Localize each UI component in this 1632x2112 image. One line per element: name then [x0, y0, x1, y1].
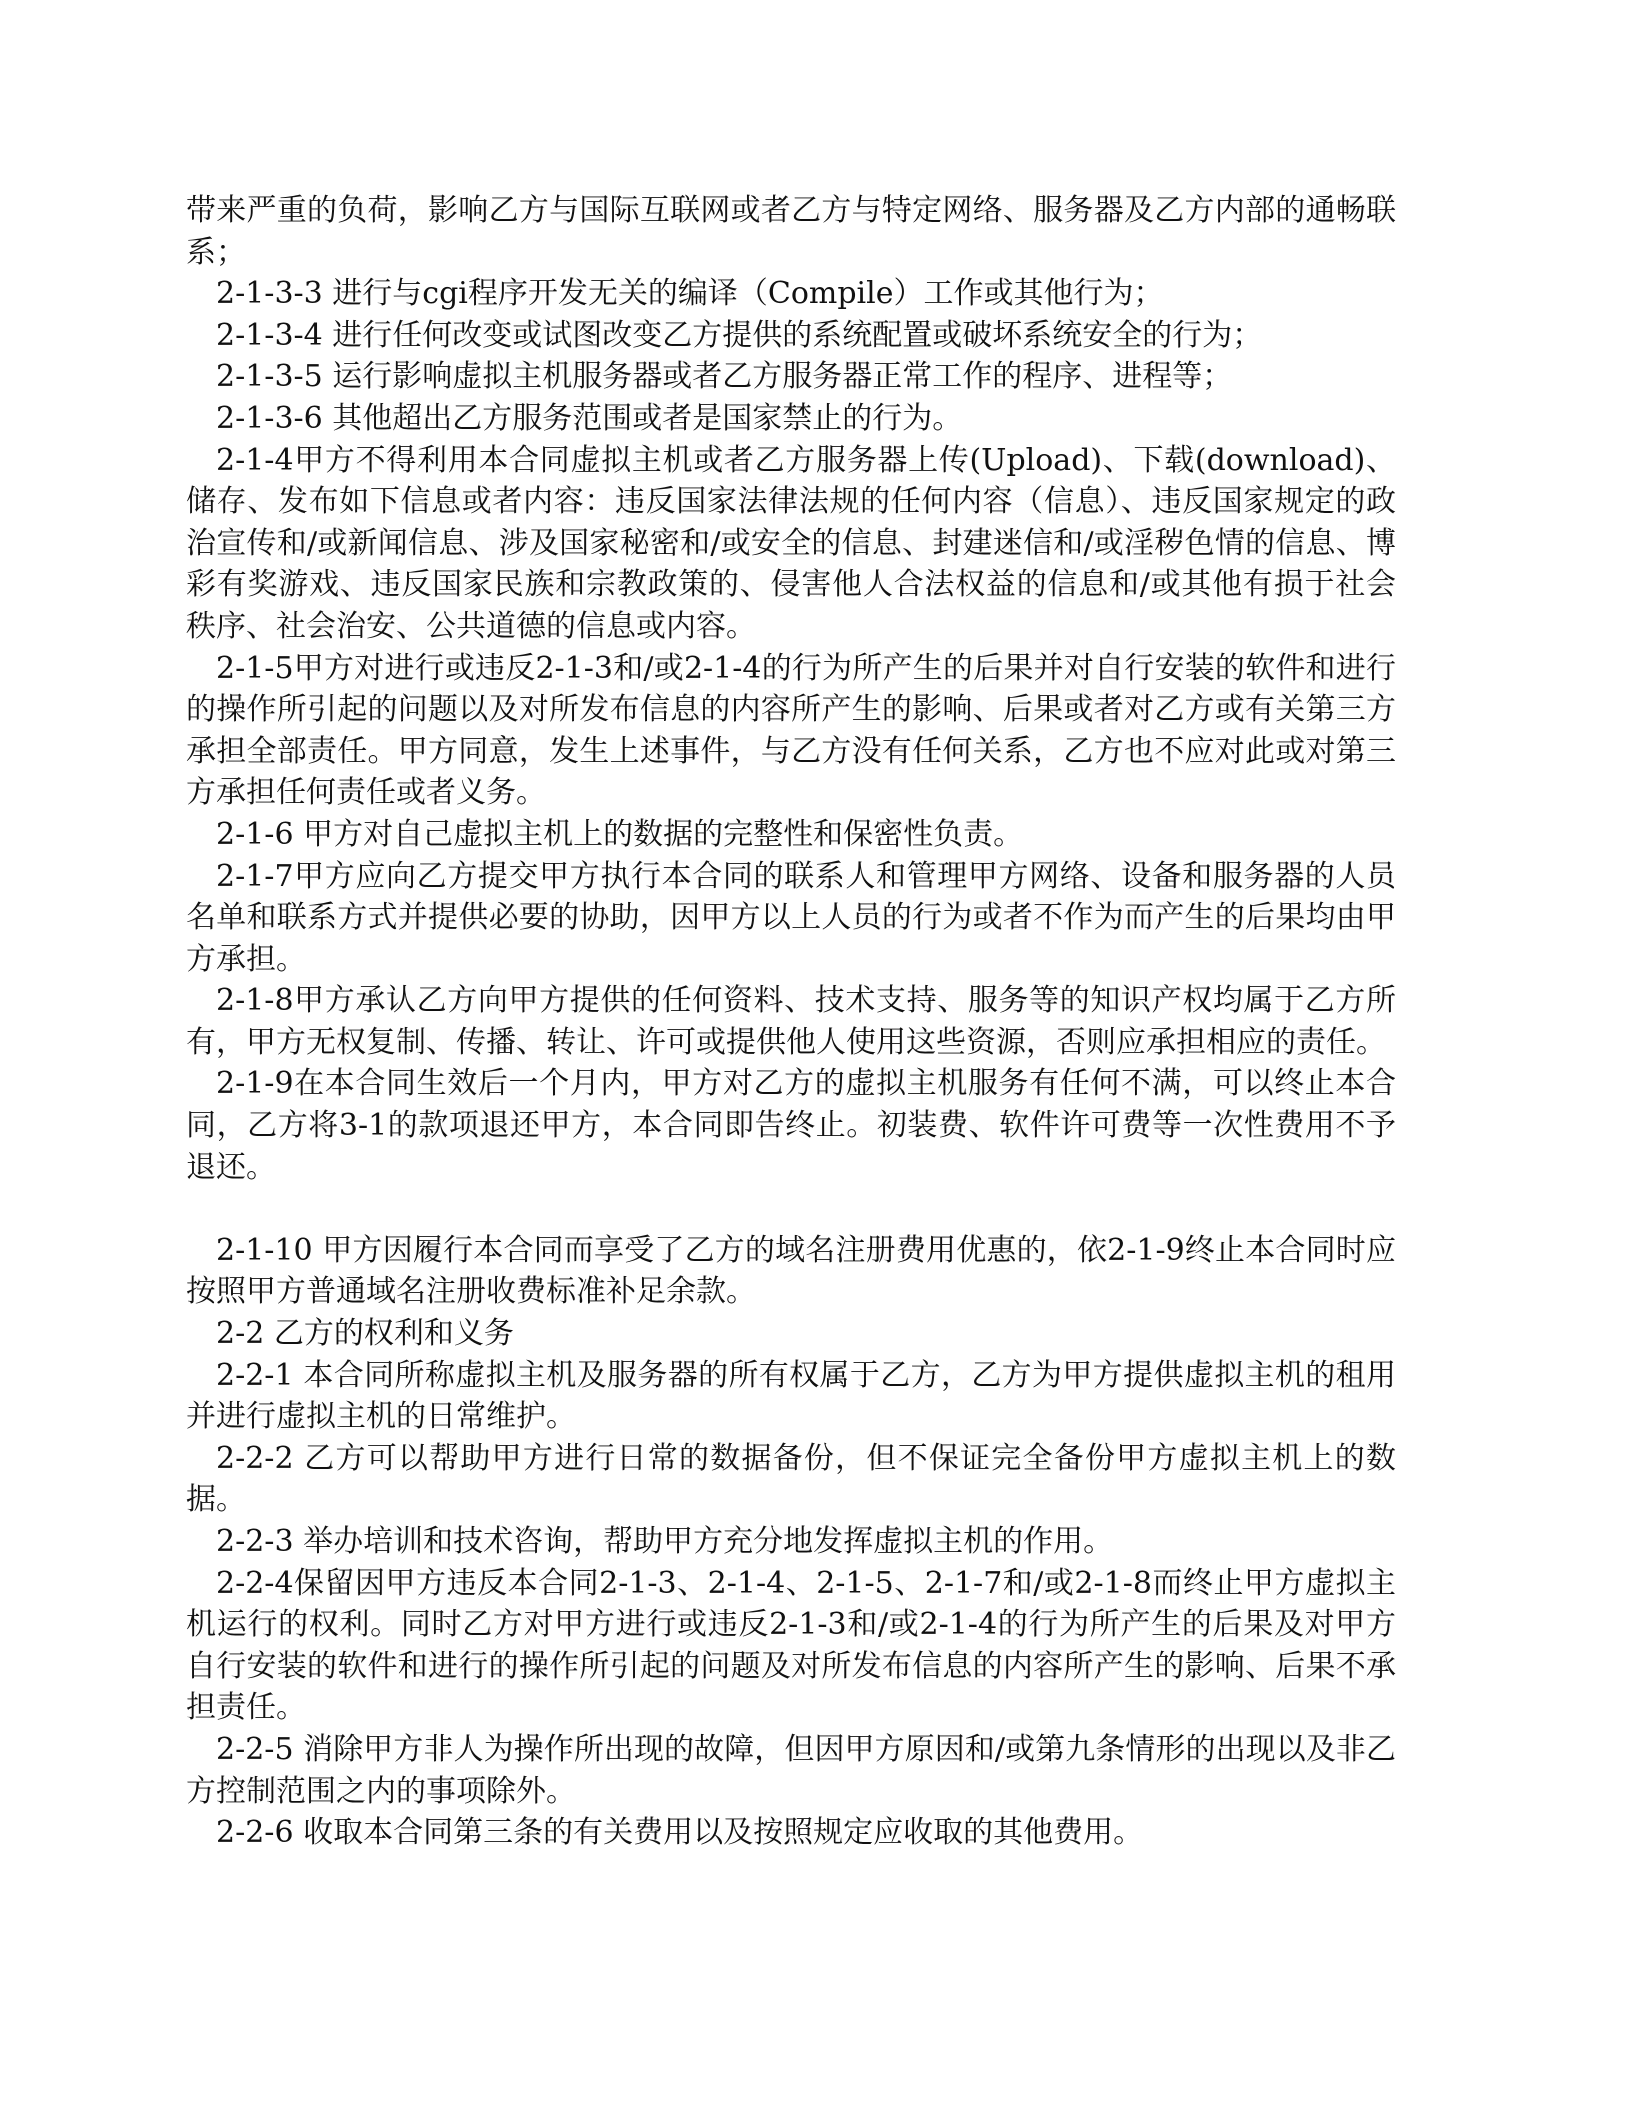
clause-2-1-9: 2-1-9在本合同生效后一个月内，甲方对乙方的虚拟主机服务有任何不满，可以终止本合同，乙方将3-1的款项退还甲方，本合同即告终止。初装费、软件许可费等一次性费用不予退还。: [186, 1066, 1396, 1185]
clause-2-1-7: 2-1-7甲方应向乙方提交甲方执行本合同的联系人和管理甲方网络、设备和服务器的人员名单和联系方式并提供必要的协助，因甲方以上人员的行为或者不作为而产生的后果均由甲方承担。: [186, 858, 1396, 977]
clause-2-1-3-4: 2-1-3-4 进行任何改变或试图改变乙方提供的系统配置或破坏系统安全的行为；: [216, 317, 1263, 353]
clause-2-2-2: 2-2-2 乙方可以帮助甲方进行日常的数据备份，但不保证完全备份甲方虚拟主机上的数据。: [186, 1440, 1396, 1518]
clause-2-2-3: 2-2-3 举办培训和技术咨询，帮助甲方充分地发挥虚拟主机的作用。: [216, 1524, 1114, 1559]
paragraph-continuation: 带来严重的负荷，影响乙方与国际互联网或者乙方与特定网络、服务器及乙方内部的通畅联系；: [186, 193, 1396, 270]
clause-2-1-4: 2-1-4甲方不得利用本合同虚拟主机或者乙方服务器上传(Upload)、下载(download)、储存、发布如下信息或者内容：违反国家法律法规的任何内容（信息）、违反国家规定的政治宣传和/或新闻信息、涉及国家秘密和/或安全的信息、封建迷信和/或淫秽色情的信息、博彩有奖游戏、违反国家民族和宗教政策的、侵害他人合法权益的信息和/或其他有损于社会秩序、社会治安、公共道德的信息或内容。: [186, 442, 1396, 644]
clause-2-1-3-3: 2-1-3-3 进行与cgi程序开发无关的编译（Compile）工作或其他行为；: [216, 276, 1164, 312]
clause-2-2-4: 2-2-4保留因甲方违反本合同2-1-3、2-1-4、2-1-5、2-1-7和/或2-1-8而终止甲方虚拟主机运行的权利。同时乙方对甲方进行或违反2-1-3和/或2-1-4的行为所产生的后果及对甲方自行安装的软件和进行的操作所引起的问题及对所发布信息的内容所产生的影响、后果不承担责任。: [186, 1565, 1396, 1726]
clause-2-1-6: 2-1-6 甲方对自己虚拟主机上的数据的完整性和保密性负责。: [216, 816, 1024, 852]
section-heading-2-2: 2-2 乙方的权利和义务: [216, 1316, 514, 1352]
clause-2-2-1: 2-2-1 本合同所称虚拟主机及服务器的所有权属于乙方，乙方为甲方提供虚拟主机的租用并进行虚拟主机的日常维护。: [186, 1357, 1396, 1435]
document-page: [186, 190, 1396, 1854]
clause-2-1-5: 2-1-5甲方对进行或违反2-1-3和/或2-1-4的行为所产生的后果并对自行安装的软件和进行的操作所引起的问题以及对所发布信息的内容所产生的影响、后果或者对乙方或有关第三方承担全部责任。甲方同意，发生上述事件，与乙方没有任何关系，乙方也不应对此或对第三方承担任何责任或者义务。: [186, 650, 1396, 811]
clause-2-1-8: 2-1-8甲方承认乙方向甲方提供的任何资料、技术支持、服务等的知识产权均属于乙方所有，甲方无权复制、传播、转让、许可或提供他人使用这些资源，否则应承担相应的责任。: [186, 983, 1396, 1060]
clause-2-2-5: 2-2-5 消除甲方非人为操作所出现的故障，但因甲方原因和/或第九条情形的出现以及非乙方控制范围之内的事项除外。: [186, 1731, 1396, 1809]
clause-2-1-10: 2-1-10 甲方因履行本合同而享受了乙方的域名注册费用优惠的，依2-1-9终止本合同时应按照甲方普通域名注册收费标准补足余款。: [186, 1232, 1396, 1310]
clause-2-1-3-6: 2-1-3-6 其他超出乙方服务范围或者是国家禁止的行为。: [216, 400, 963, 436]
clause-2-1-3-5: 2-1-3-5 运行影响虚拟主机服务器或者乙方服务器正常工作的程序、进程等；: [216, 359, 1233, 395]
blank-line: [186, 1188, 1396, 1230]
clause-2-2-6: 2-2-6 收取本合同第三条的有关费用以及按照规定应收取的其他费用。: [216, 1815, 1144, 1851]
